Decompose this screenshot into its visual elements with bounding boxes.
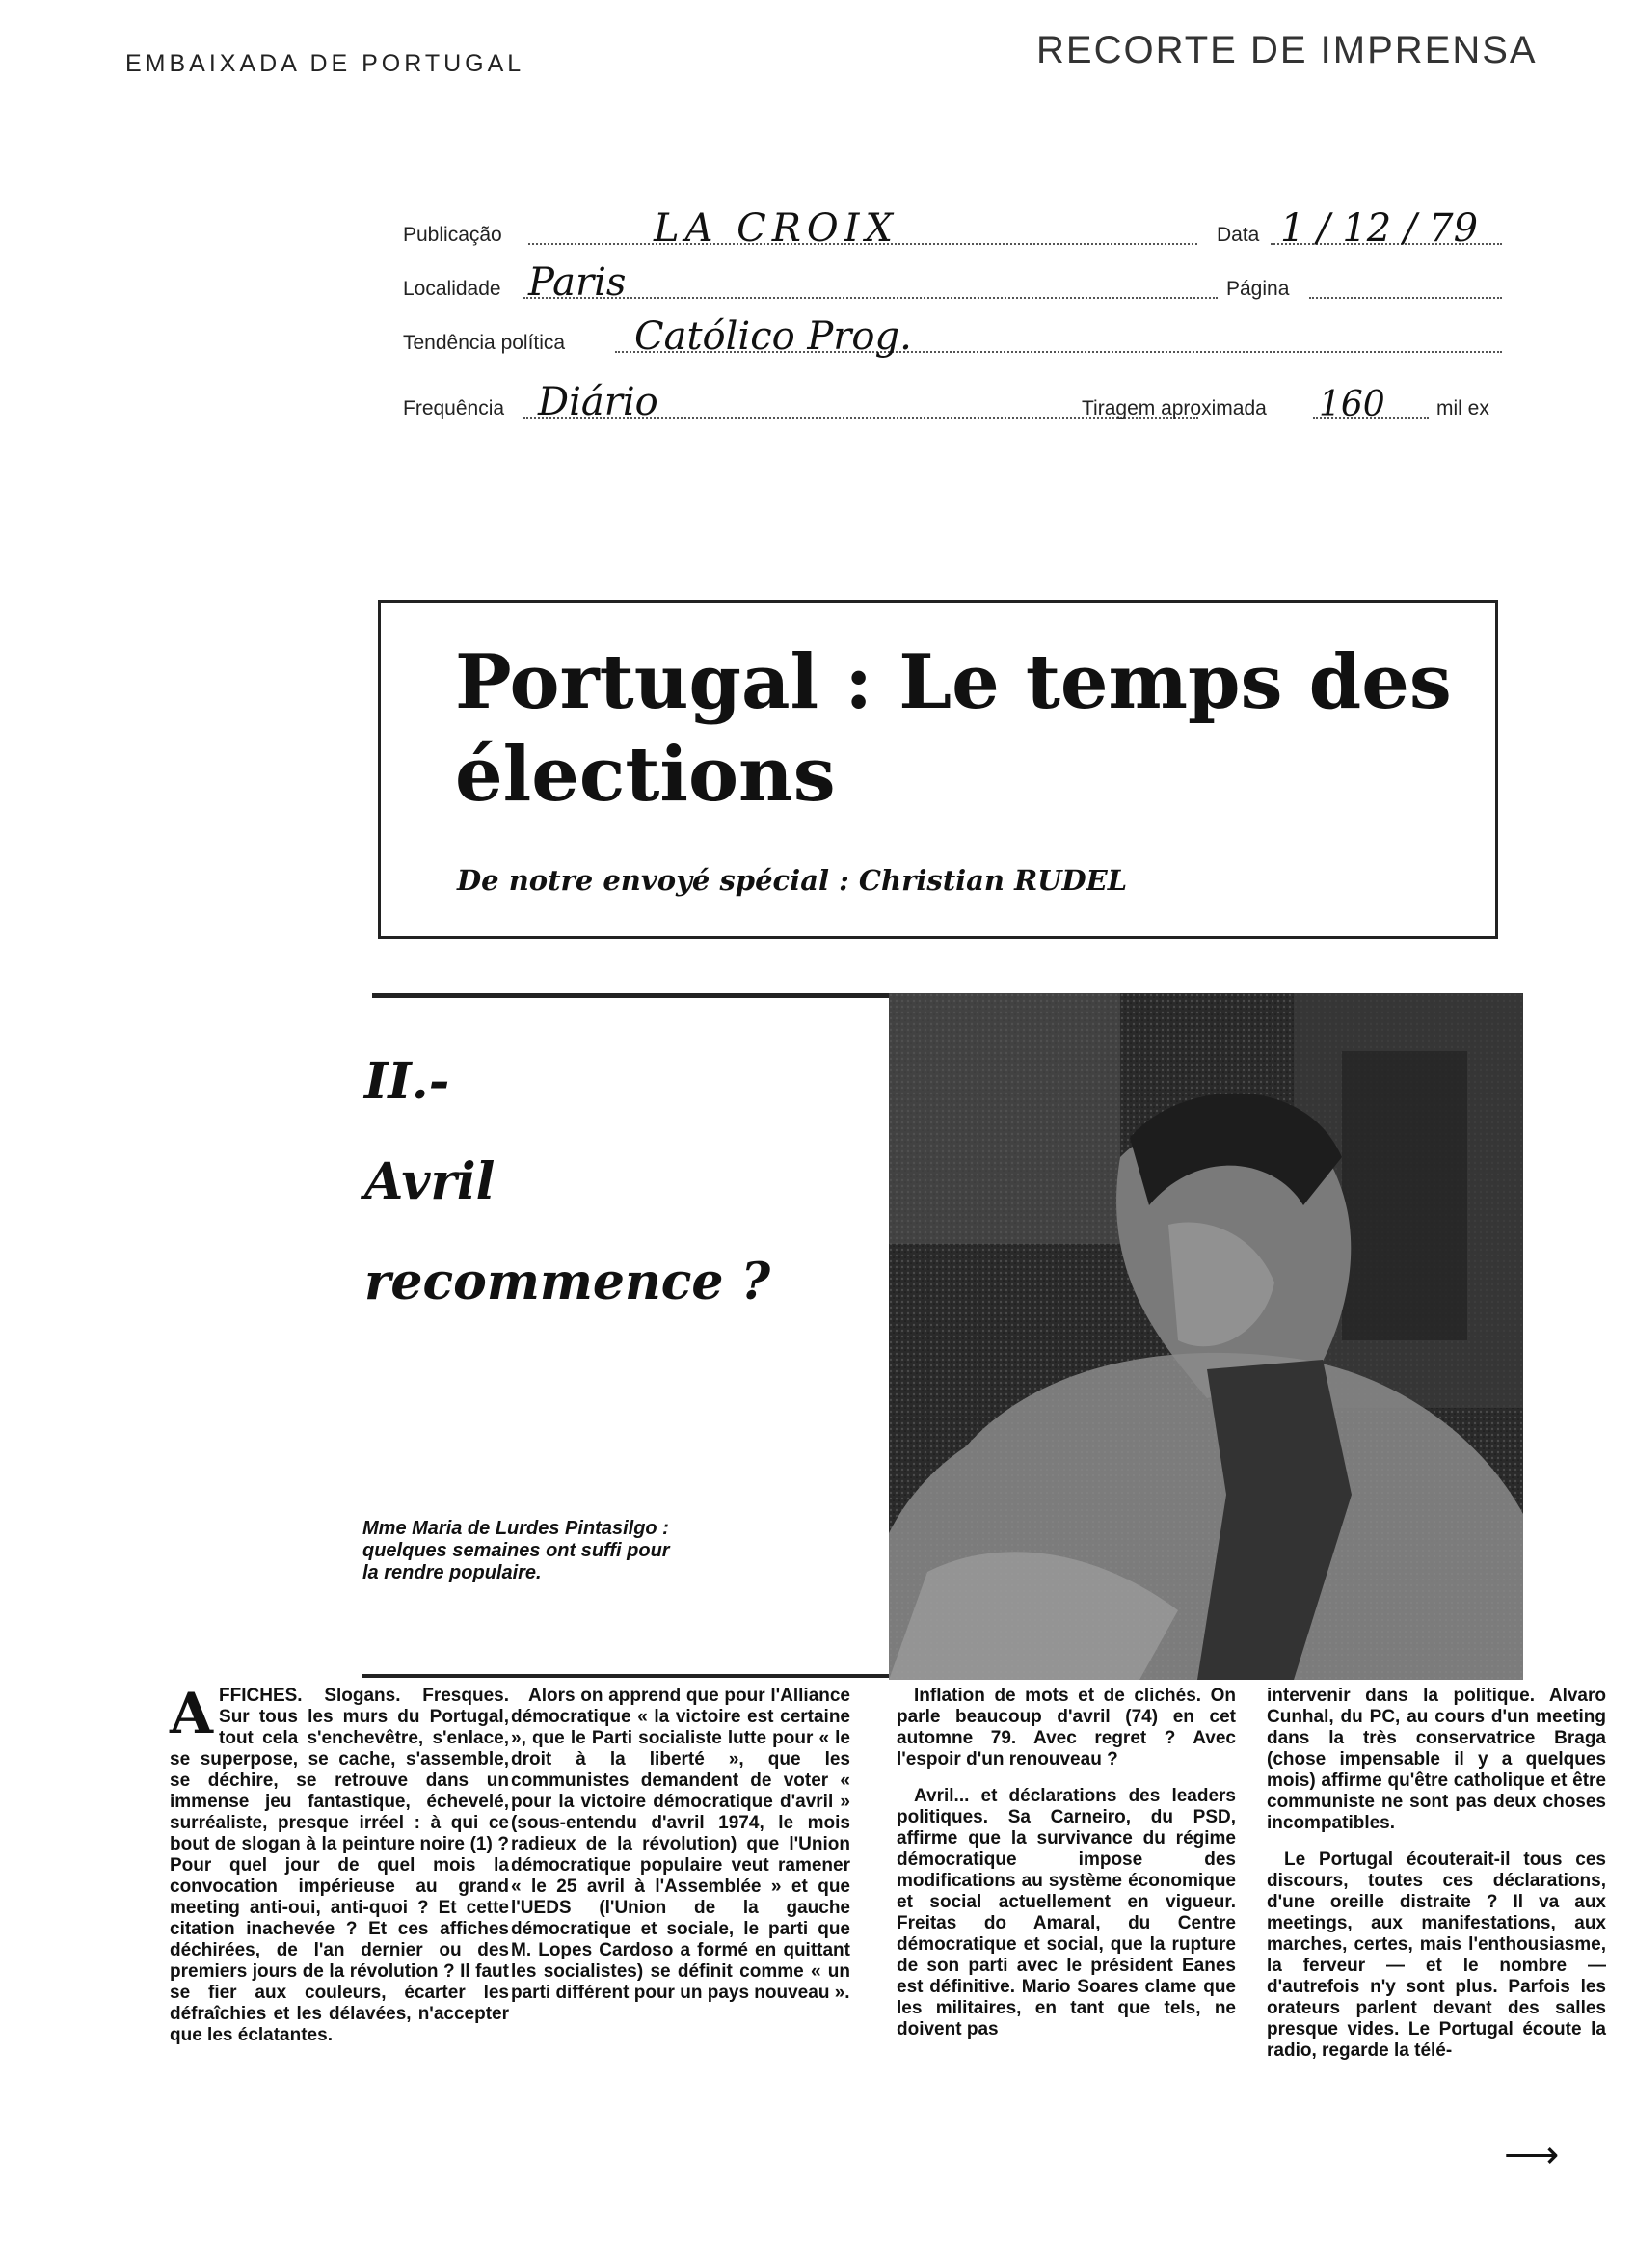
tiragem-value: 160 [1319,385,1385,424]
photo-caption: Mme Maria de Lurdes Pintasilgo : quelques semaines ont suffi pour la rendre populaire. [362,1518,670,1583]
embassy-header: EMBAIXADA DE PORTUGAL [125,50,525,77]
portrait-photo [889,993,1523,1680]
form-row-frequencia [403,380,1521,424]
portrait-photo-graphic [889,993,1523,1680]
paragraph-text: FFICHES. Slogans. Fresques. Sur tous les murs du Portugal, tout cela s'enchevêtre, s'enlace, se superpose, se cache, s'assemble, se déchire, se retrouve dans un immense jeu fantastique, échevelé, surréaliste, presque irréel : à qui ce bout de slogan à la peinture noire (1) ? Pour quel jour de quel mois la convocation impérieuse au grand meeting anti-oui, anti-quoi ? Et cette citation inachevée ? Et ces affiches déchirées, de l'an dernier ou des premiers jours de la révolution ? Il faut se fier aux couleurs, écarter les défraîchies et les délavées, n'accepter que les éclatantes. [170,1686,509,2045]
article-subhead [364,1032,846,1333]
tiragem-label: Tiragem aproximada [1082,397,1267,419]
form-row-tendencia [403,314,1521,359]
localidade-value: Paris [528,260,627,305]
continued-arrow-icon: ⟶ [1504,2134,1560,2176]
paragraph: Le Portugal écouterait-il tous ces discours, toutes ces déclarations, d'une oreille distraite ? Il va aux meetings, aux manifestations, aux marches, certes, mais l'enthousiasme, la ferveur — et le nombre — d'autrefois n'y sont plus. Parfois les orateurs parlent devant des salles presque vides. Le Portugal écoute la radio, regarde la télé- [1267,1850,1606,2061]
press-clipping-header: RECORTE DE IMPRENSA [1036,29,1538,71]
article-headline: Portugal : Le temps des élections [455,638,1452,819]
subhead-line-1: Avril [364,1152,496,1211]
article-column-2 [511,1686,850,2019]
paragraph: Alors on apprend que pour l'Alliance démocratique « la victoire est certaine », que le Parti socialiste lutte pour « le droit à la liberté », que les communistes demandent de voter « pour la victoire démocratique d'avril » (sous-entendu d'avril 1974, le mois radieux de la révolution) que l'Union démocratique populaire veut ramener « le 25 avril à l'Assemblée » et que l'UEDS (l'Union de la gauche démocratique et sociale, le parti que M. Lopes Cardoso a formé en quittant les socialistes) se définit comme « un parti différent pour un pays nouveau ». [511,1686,850,2003]
frequencia-label: Frequência [403,397,505,419]
top-rule [372,993,889,998]
tendencia-value: Católico Prog. [634,314,912,359]
tendencia-label: Tendência política [403,332,566,354]
caption-rule [362,1674,889,1678]
drop-cap: A [170,1681,214,1746]
publicacao-label: Publicação [403,224,502,246]
paragraph [170,1681,509,2046]
pagina-label: Página [1226,278,1290,300]
subhead-line-2: recommence ? [364,1253,771,1311]
form-row-localidade [403,260,1521,305]
localidade-dotted-line [523,297,1218,299]
pagina-dotted-line [1309,297,1502,299]
article-column-3 [897,1686,1236,2056]
publicacao-value: LA CROIX [654,206,898,251]
form-row-publicacao [403,206,1521,251]
paragraph: intervenir dans la politique. Alvaro Cunhal, du PC, au cours d'un meeting dans la très conservatrice Braga (chose impensable il y a quelques mois) affirme qu'être catholique et être communiste ne sont pas deux choses incompatibles. [1267,1686,1606,1833]
article-byline: De notre envoyé spécial : Christian RUDEL [457,864,1128,897]
paragraph: Avril... et déclarations des leaders politiques. Sa Carneiro, du PSD, affirme que la survivance du régime démocratique impose des modifications au système économique et social actuellement en vigueur. Freitas do Amaral, du Centre démocratique et social, que la rupture de son parti avec le président Eanes est définitive. Mario Soares clame que les militaires, en tant que tels, ne doivent pas [897,1786,1236,2039]
tiragem-unit: mil ex [1436,397,1489,419]
subhead-number: II.- [364,1052,450,1111]
data-value: 1 / 12 / 79 [1280,206,1479,251]
article-column-1 [170,1681,509,2062]
data-label: Data [1217,224,1260,246]
article-column-4 [1267,1686,1606,2077]
frequencia-value: Diário [538,380,658,424]
paragraph: Inflation de mots et de clichés. On parle beaucoup d'avril (74) en cet automne 79. Avec regret ? Avec l'espoir d'un renouveau ? [897,1686,1236,1769]
localidade-label: Localidade [403,278,501,300]
